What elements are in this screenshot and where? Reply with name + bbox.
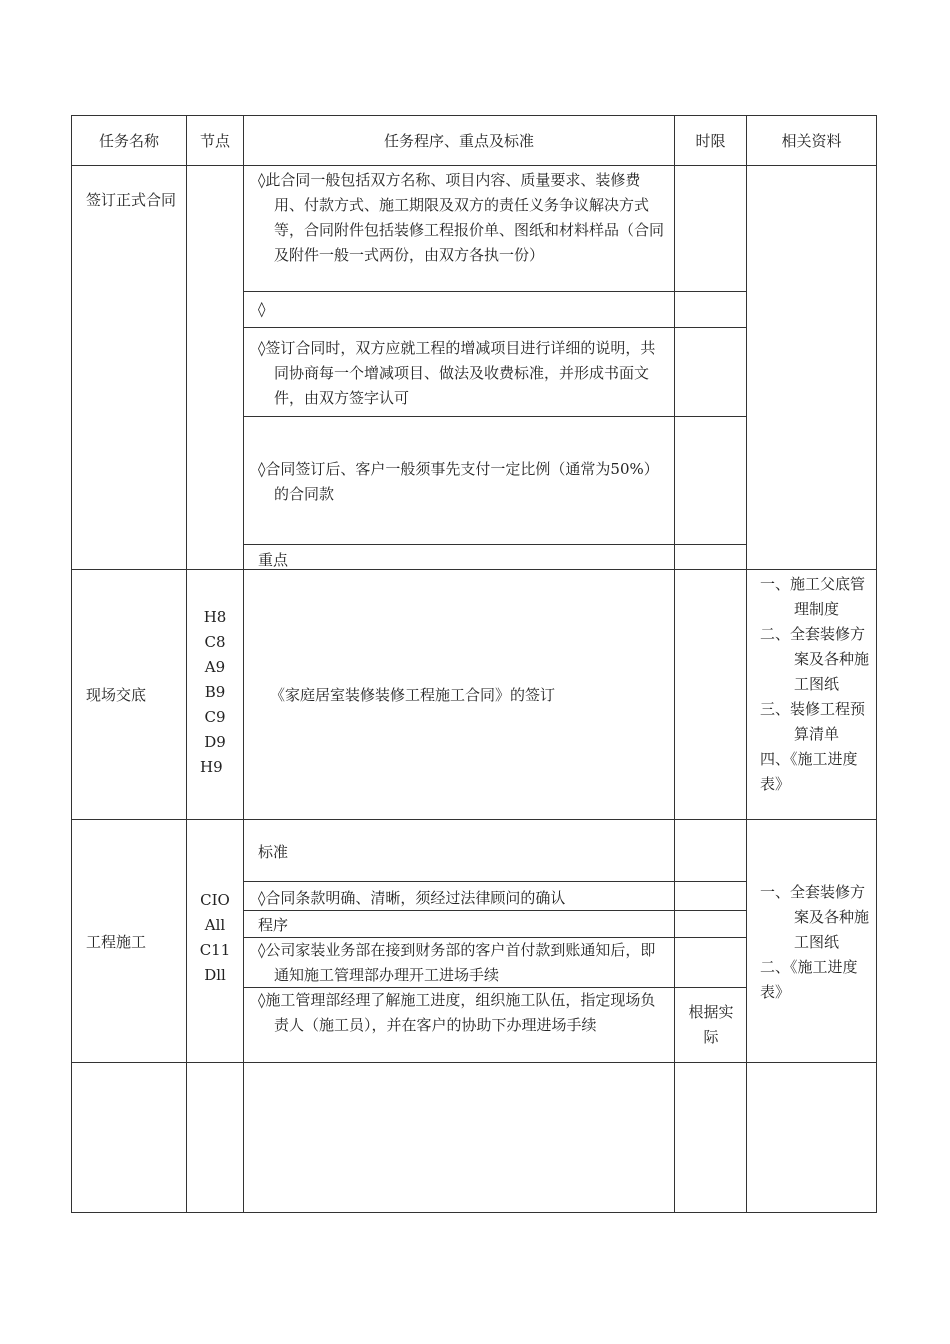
contract-item-1: ◊此合同一般包括双方名称、项目内容、质量要求、装修费用、付款方式、施工期限及双方的责任义务争议解决方式等，合同附件包括装修工程报价单、图纸和材料样品（合同及附件一般一式两份，由双方各执一份） (258, 171, 665, 264)
contract-item-2: ◊ (258, 300, 266, 318)
node-code: CIO (200, 891, 230, 909)
contract-item-divider-3 (243, 416, 746, 417)
node-code: Dll (204, 966, 226, 984)
materials-handover (760, 572, 870, 797)
construction-item-4: ◊公司家装业务部在接到财务部的客户首付款到账通知后，即通知施工管理部办理开工进场手续 (258, 941, 656, 984)
task-name-handover: 现场交底 (86, 686, 147, 704)
col-divider-4 (746, 115, 747, 1213)
header-node: 节点 (199, 132, 230, 150)
contract-item-divider-4 (243, 544, 746, 545)
time-limit-construction: 根据实际 (688, 1003, 734, 1046)
node-code: D9 (204, 733, 226, 751)
node-list-construction (187, 888, 243, 988)
material-item: 四、《施工进度表》 (760, 750, 858, 793)
node-code: B9 (204, 683, 226, 701)
row-divider-construction (71, 1062, 877, 1063)
table-border-left (71, 115, 72, 1213)
table-border-bottom (71, 1212, 877, 1213)
col-divider-2 (243, 115, 244, 1213)
row-divider-header (71, 165, 877, 166)
task-name-construction: 工程施工 (86, 933, 147, 951)
header-time-limit: 时限 (695, 132, 726, 150)
contract-item-5-heading: 重点 (258, 551, 289, 569)
material-item: 一、全套装修方案及各种施工图纸 (760, 883, 870, 951)
task-name-contract: 签订正式合同 (86, 191, 177, 209)
contract-item-3: ◊签订合同时，双方应就工程的增减项目进行详细的说明，共同协商每一个增减项目、做法及收费标准，并形成书面文件，由双方签字认可 (258, 339, 656, 407)
node-code: C9 (204, 708, 226, 726)
construction-item-3-heading: 程序 (258, 916, 289, 934)
material-item: 一、施工父底管理制度 (760, 575, 866, 618)
node-list-handover (187, 605, 243, 780)
material-item: 二、全套装修方案及各种施工图纸 (760, 625, 870, 693)
construction-item-5: ◊施工管理部经理了解施工进度，组织施工队伍，指定现场负责人（施工员），并在客户的协助下办理进场手续 (258, 991, 656, 1034)
construction-item-divider-2 (243, 910, 746, 911)
header-materials: 相关资料 (781, 132, 842, 150)
header-procedure: 任务程序、重点及标准 (383, 132, 534, 150)
material-item: 三、装修工程预算清单 (760, 700, 866, 743)
procedure-handover: 《家庭居室装修装修工程施工合同》的签订 (270, 686, 556, 704)
node-code: A9 (204, 658, 226, 676)
construction-item-divider-1 (243, 881, 746, 882)
row-divider-handover (71, 819, 877, 820)
contract-item-4: ◊合同签订后、客户一般须事先支付一定比例（通常为50%）的合同款 (258, 460, 659, 503)
construction-item-2: ◊合同条款明确、清晰，须经过法律顾问的确认 (258, 889, 566, 907)
contract-item-divider-1 (243, 291, 746, 292)
materials-construction (760, 880, 872, 1005)
header-task-name: 任务名称 (98, 132, 159, 150)
node-code: H9 (200, 758, 223, 776)
construction-item-1-heading: 标准 (258, 843, 289, 861)
node-code: C8 (204, 633, 226, 651)
node-code: C11 (199, 941, 231, 959)
node-code: All (204, 916, 226, 934)
col-divider-3 (674, 115, 675, 1213)
node-code: H8 (203, 608, 227, 626)
contract-item-divider-2 (243, 327, 746, 328)
material-item: 二、《施工进度表》 (760, 958, 858, 1001)
table-border-right (876, 115, 877, 1213)
